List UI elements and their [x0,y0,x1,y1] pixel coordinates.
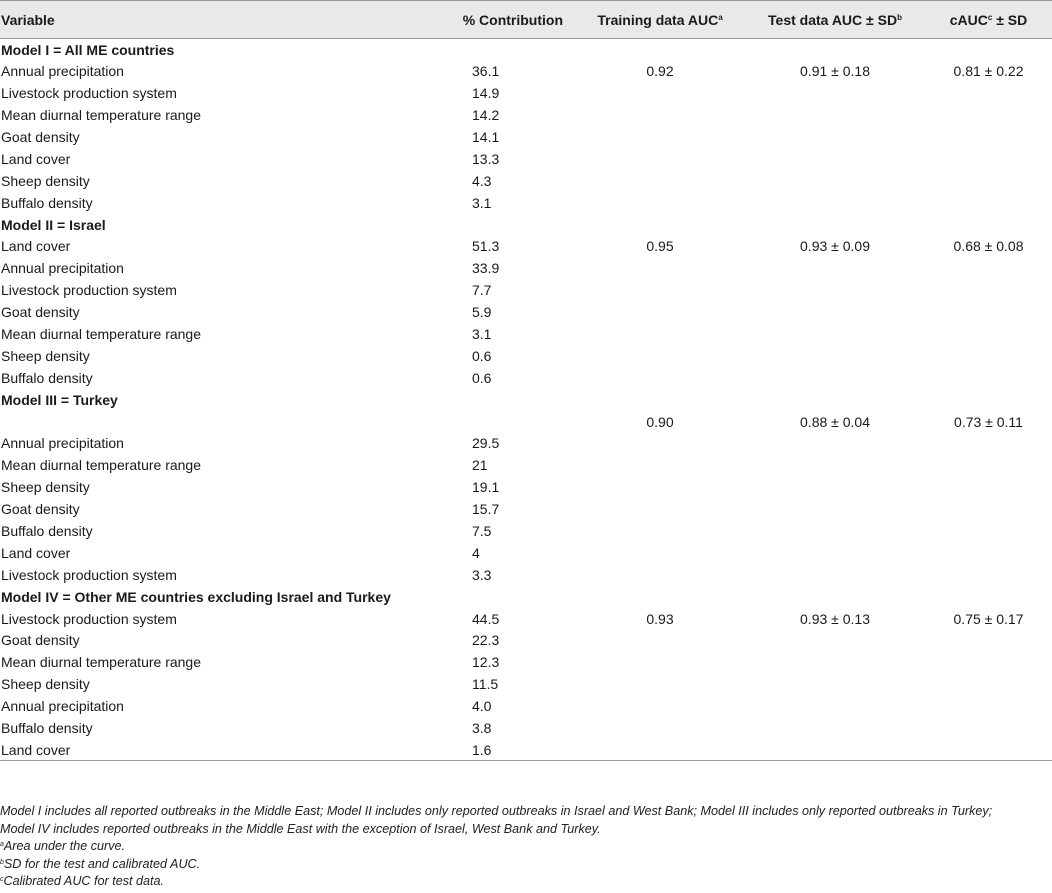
variable-cell: Annual precipitation [1,698,124,715]
variable-cell: Sheep density [1,172,90,189]
training-auc-cell [575,520,745,542]
training-auc-cell: 0.95 [646,238,674,255]
variable-cell: Land cover [1,238,71,255]
training-auc-cell [575,651,745,673]
cauc-cell [925,104,1052,126]
table-row [0,695,1052,717]
training-auc-cell [575,257,745,279]
training-auc-cell: 0.92 [646,63,674,80]
training-auc-cell [575,345,745,367]
variable-cell: Goat density [1,304,80,321]
footnote-a: $^a$Area under the curve. [0,839,126,853]
test-auc-cell [745,476,925,498]
contribution-cell: 7.7 [472,282,492,299]
header-contribution: % Contribution [400,1,575,39]
test-auc-cell [745,214,925,236]
contribution-cell: 3.3 [472,566,492,583]
variable-cell: Mean diurnal temperature range [1,326,202,343]
cauc-cell: 0.75 ± 0.17 [953,610,1024,627]
variable-cell: Sheep density [1,347,90,364]
training-auc-cell [575,104,745,126]
model-title: Model III = Turkey [1,392,118,409]
table-row [0,170,1052,192]
variable-cell: Goat density [1,129,80,145]
variable-cell: Livestock production system [1,282,177,299]
test-auc-cell [745,673,925,695]
footnote-c: $^c$Calibrated AUC for test data. [0,874,165,888]
table-row [0,454,1052,476]
cauc-cell [925,389,1052,411]
model-heading-row [0,586,1052,608]
training-auc-cell [575,367,745,389]
cauc-cell [925,433,1052,455]
footnote-models-line-1: Model I includes all reported outbreaks in the Middle East; Model II includes only reported outbreaks in Israel and West Bank; Model III includes only reported outbreaks in Turkey; [0,804,993,818]
table-row [0,476,1052,498]
test-auc-cell: 0.93 ± 0.13 [800,610,870,627]
contribution-cell: 3.8 [472,720,492,737]
training-auc-cell [575,126,745,148]
table-row [0,126,1052,148]
contribution-cell: 5.9 [472,304,492,321]
cauc-cell [925,82,1052,104]
cauc-cell: 0.68 ± 0.08 [953,238,1024,255]
variable-cell: Mean diurnal temperature range [1,654,202,671]
contribution-cell: 36.1 [472,63,500,80]
cauc-cell [925,498,1052,520]
model-heading-row [0,214,1052,236]
training-auc-cell [575,498,745,520]
table-row [0,630,1052,652]
table-row [0,104,1052,126]
cauc-cell [925,279,1052,301]
training-auc-cell [575,301,745,323]
contribution-cell [400,214,575,236]
variable-cell: Livestock production system [1,566,177,583]
contribution-cell: 0.6 [472,347,492,364]
test-auc-cell: 0.88 ± 0.04 [800,413,870,430]
cauc-cell [925,454,1052,476]
test-auc-cell [745,454,925,476]
variable-cell: Land cover [1,150,71,167]
variable-cell: Sheep density [1,479,90,496]
cauc-cell [925,345,1052,367]
table-header-row [0,1,1052,39]
table-row [0,257,1052,279]
test-auc-cell [745,498,925,520]
variable-cell: Livestock production system [1,610,177,627]
contribution-cell: 14.1 [472,129,500,145]
table-row [0,433,1052,455]
variable-cell: Goat density [1,632,80,649]
contribution-cell: 15.7 [472,501,500,518]
cauc-cell [925,214,1052,236]
test-auc-cell [745,564,925,586]
footnote-b: $^b$SD for the test and calibrated AUC. [0,856,201,871]
cauc-cell [925,739,1052,761]
table-row [0,498,1052,520]
table-row [0,673,1052,695]
test-auc-cell [745,717,925,739]
test-auc-cell [745,520,925,542]
test-auc-cell [745,170,925,192]
table-row [0,345,1052,367]
variable-cell: Buffalo density [1,369,93,386]
variable-cell: Annual precipitation [1,435,124,452]
cauc-cell [925,39,1052,61]
training-auc-cell [575,389,745,411]
training-auc-cell [575,39,745,61]
test-auc-cell [745,301,925,323]
contribution-cell: 14.9 [472,85,500,102]
training-auc-cell [575,630,745,652]
test-auc-cell: 0.93 ± 0.09 [800,238,870,255]
contribution-cell: 4.0 [472,698,492,715]
table-row [0,323,1052,345]
model-title: Model IV = Other ME countries excluding Israel and Turkey [1,589,391,606]
contribution-cell: 3.1 [472,326,492,343]
header-variable: Variable [0,1,400,39]
variable-cell: Annual precipitation [1,260,124,277]
training-auc-cell [575,323,745,345]
test-auc-cell [745,651,925,673]
table-row [0,279,1052,301]
contribution-cell: 29.5 [472,435,500,452]
contribution-cell: 11.5 [472,676,499,693]
contribution-cell: 4 [472,544,480,561]
table-row [0,60,1052,82]
contribution-cell: 44.5 [472,610,500,627]
model-stats-row [0,411,1052,433]
cauc-cell [925,476,1052,498]
training-auc-cell [575,542,745,564]
table-row [0,301,1052,323]
variable-cell: Land cover [1,544,71,561]
cauc-cell [925,542,1052,564]
contribution-cell: 3.1 [472,194,492,211]
contribution-cell: 51.3 [472,238,500,255]
contribution-cell: 19.1 [472,479,500,496]
cauc-cell [925,630,1052,652]
cauc-cell [925,126,1052,148]
contribution-cell [400,586,575,608]
table-row [0,236,1052,258]
contribution-cell: 0.6 [472,369,492,386]
cauc-cell: 0.81 ± 0.22 [953,63,1024,80]
test-auc-cell [745,126,925,148]
training-auc-cell [575,476,745,498]
cauc-cell [925,367,1052,389]
test-auc-cell [745,345,925,367]
test-auc-cell [745,192,925,214]
cauc-cell [925,651,1052,673]
contribution-cell: 12.3 [472,654,500,671]
contribution-cell [400,39,575,61]
model-title: Model I = All ME countries [1,42,175,59]
cauc-cell [925,564,1052,586]
test-auc-cell [745,257,925,279]
training-auc-cell [575,717,745,739]
table-row [0,520,1052,542]
table-row [0,542,1052,564]
test-auc-cell [745,586,925,608]
table-footnotes [0,803,1052,891]
training-auc-cell [575,279,745,301]
cauc-cell [925,257,1052,279]
cauc-cell [925,695,1052,717]
variable-cell: Buffalo density [1,720,93,737]
table-row [0,367,1052,389]
training-auc-cell [575,214,745,236]
cauc-cell [925,170,1052,192]
variable-cell: Buffalo density [1,523,93,540]
test-auc-cell [745,148,925,170]
variable-cell: Livestock production system [1,85,177,102]
cauc-cell [925,586,1052,608]
cauc-cell [925,323,1052,345]
cauc-cell [925,520,1052,542]
training-auc-cell [575,170,745,192]
variable-cell: Mean diurnal temperature range [1,107,202,124]
test-auc-cell [745,104,925,126]
contribution-cell: 7.5 [472,523,492,540]
test-auc-cell [745,739,925,761]
test-auc-cell [745,433,925,455]
training-auc-cell [575,673,745,695]
variable-cell: Sheep density [1,676,90,693]
table-row [0,82,1052,104]
test-auc-cell [745,279,925,301]
contribution-cell: 21 [472,457,488,474]
contribution-cell [400,389,575,411]
test-auc-cell: 0.91 ± 0.18 [800,63,870,80]
test-auc-cell [745,39,925,61]
table-row [0,564,1052,586]
variable-cell: Mean diurnal temperature range [1,457,202,474]
variable-cell: Land cover [1,741,71,758]
cauc-cell [925,148,1052,170]
table-row [0,148,1052,170]
training-auc-cell [575,586,745,608]
cauc-cell: 0.73 ± 0.11 [954,413,1023,430]
variable-cell [0,411,400,433]
test-auc-cell [745,82,925,104]
test-auc-cell [745,630,925,652]
test-auc-cell [745,695,925,717]
table-row [0,717,1052,739]
test-auc-cell [745,389,925,411]
training-auc-cell: 0.93 [646,610,674,627]
contribution-cell: 13.3 [472,150,500,167]
table-row [0,651,1052,673]
test-auc-cell [745,542,925,564]
training-auc-cell [575,695,745,717]
model-title: Model II = Israel [1,217,106,234]
contribution-cell: 14.2 [472,107,500,124]
training-auc-cell [575,564,745,586]
test-auc-cell [745,323,925,345]
footnote-models-line-2: Model IV includes reported outbreaks in the Middle East with the exception of Israel, West Bank and Turkey. [0,821,601,836]
variable-cell: Buffalo density [1,194,93,211]
header-test-auc: Test data AUC ± $SD^b$ [745,1,925,39]
table-row [0,192,1052,214]
table-row [0,739,1052,761]
test-auc-cell [745,367,925,389]
cauc-cell [925,192,1052,214]
training-auc-cell [575,192,745,214]
model-heading-row [0,389,1052,411]
training-auc-cell [575,454,745,476]
training-auc-cell [575,82,745,104]
table-body [0,39,1052,761]
variable-cell: Goat density [1,501,80,518]
variable-cell: Annual precipitation [1,63,124,80]
contribution-cell: 4.3 [472,172,492,189]
contribution-cell [400,411,575,433]
model-heading-row [0,39,1052,61]
training-auc-cell: 0.90 [646,413,674,430]
table-row [0,608,1052,630]
cauc-cell [925,673,1052,695]
contribution-cell: 1.6 [472,741,492,758]
training-auc-cell [575,433,745,455]
training-auc-cell [575,148,745,170]
cauc-cell [925,301,1052,323]
contribution-cell: 33.9 [472,260,500,277]
header-cauc: cAUC$^c$ ± SD [925,1,1052,39]
training-auc-cell [575,739,745,761]
header-training-auc: Training data AUC$^a$ [575,1,745,39]
contribution-cell: 22.3 [472,632,500,649]
cauc-cell [925,717,1052,739]
